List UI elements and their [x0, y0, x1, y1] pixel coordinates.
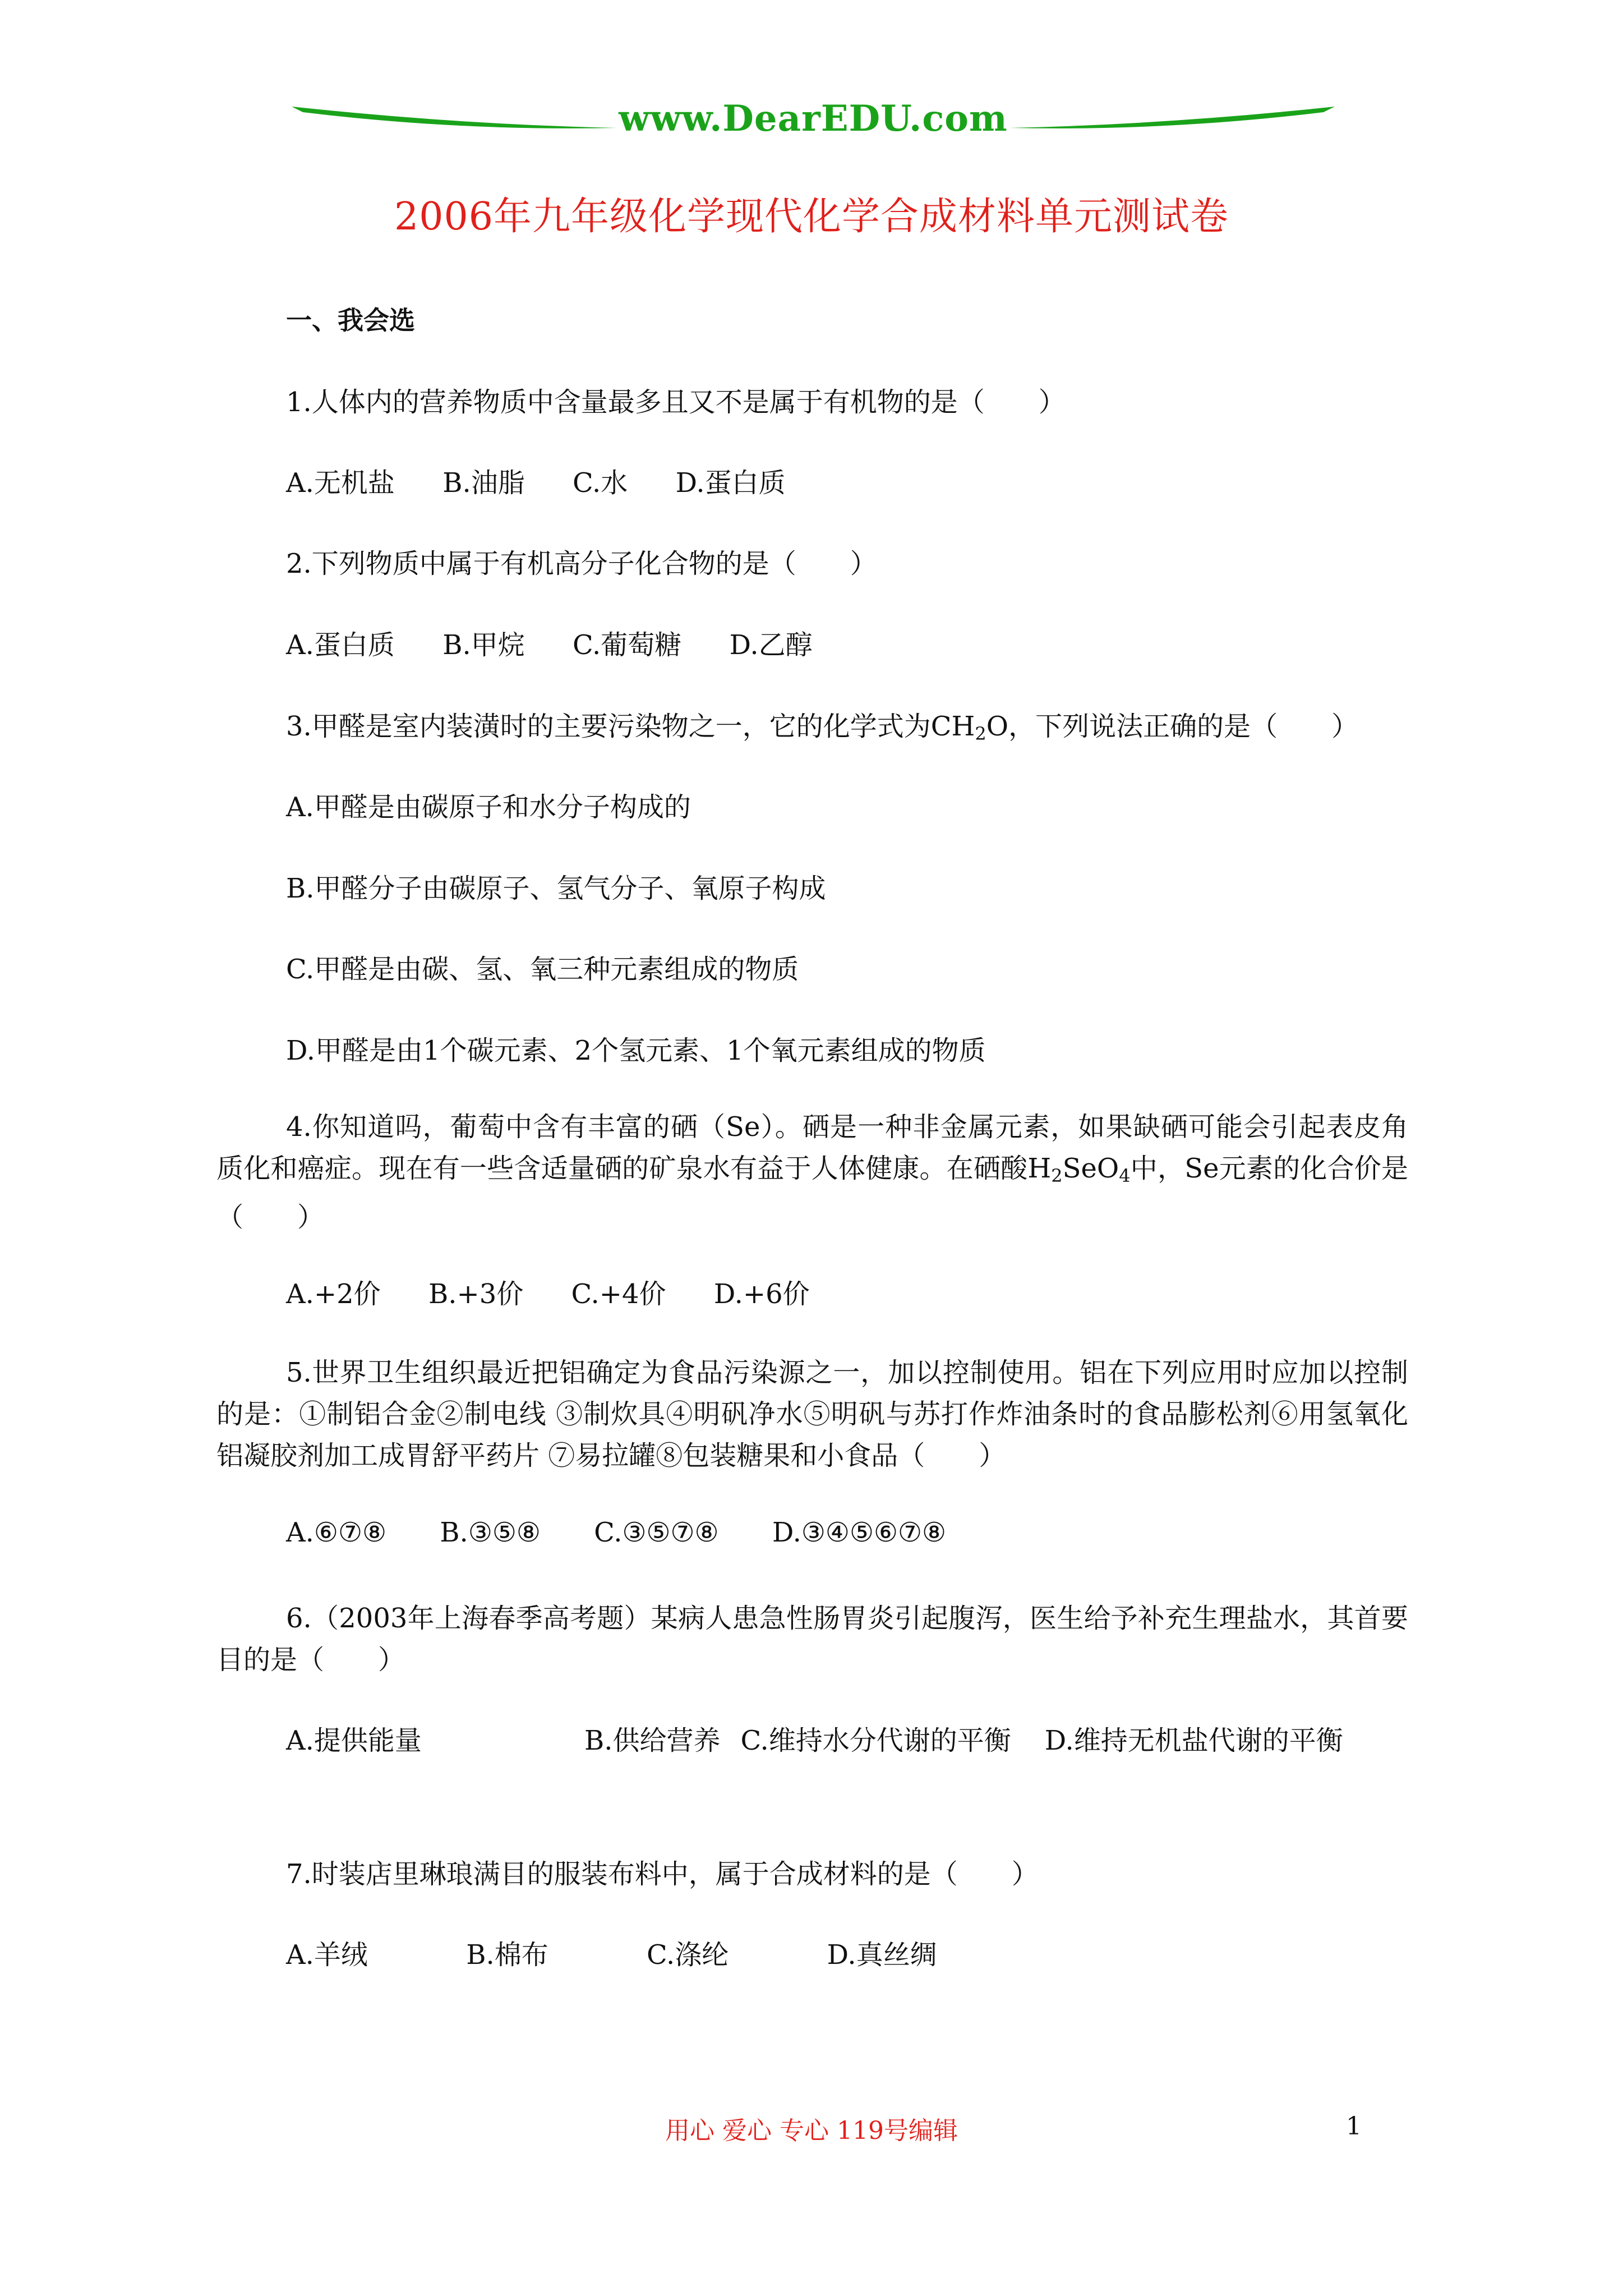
site-logo-banner — [292, 90, 1335, 157]
option-a: A.羊绒 — [286, 1939, 368, 1971]
question-4-stem: 4.你知道吗，葡萄中含有丰富的硒（Se）。硒是一种非金属元素，如果缺硒可能会引起表皮角质化和癌症。现在有一些含适量硒的矿泉水有益于人体健康。在硒酸$H_2SeO_4$中，Se元素的化合价是（ ） — [216, 1111, 1408, 1233]
question-4-options — [286, 1272, 810, 1311]
question-7-options — [286, 1933, 937, 1972]
option-c: C.维持水分代谢的平衡 — [740, 1725, 1011, 1756]
question-3-option-d: D.甲醛是由1个碳元素、2个氢元素、1个氧元素组成的物质 — [286, 1035, 986, 1066]
option-b: B.棉布 — [466, 1939, 548, 1971]
logo-text: www.DearEDU.com — [619, 98, 1008, 140]
question-3-option-b: B.甲醛分子由碳原子、氢气分子、氧原子构成 — [286, 873, 826, 904]
question-6-options — [216, 1720, 1408, 1761]
option-b: B.油脂 — [442, 467, 525, 499]
question-2-options — [286, 623, 813, 662]
question-1-stem: 1.人体内的营养物质中含量最多且又不是属于有机物的是（ ） — [286, 386, 1066, 418]
option-a: A.蛋白质 — [286, 629, 395, 661]
option-c: C.涤纶 — [647, 1939, 729, 1971]
option-a: A.提供能量 — [286, 1725, 422, 1756]
option-c: C.葡萄糖 — [573, 629, 682, 661]
question-5-stem: 5.世界卫生组织最近把铝确定为食品污染源之一，加以控制使用。铝在下列应用时应加以控制的是：①制铝合金②制电线 ③制炊具④明矾净水⑤明矾与苏打作炸油条时的食品膨松剂⑥用氢氧化铝凝胶剂加工成胃舒平药片 ⑦易拉罐⑧包装糖果和小食品（ ） — [216, 1357, 1408, 1471]
option-d: D.真丝绸 — [827, 1939, 937, 1971]
question-3-option-a: A.甲醛是由碳原子和水分子构成的 — [286, 792, 691, 823]
question-7-stem: 7.时装店里琳琅满目的服装布料中，属于合成材料的是（ ） — [286, 1858, 1039, 1890]
option-c: C.③⑤⑦⑧ — [594, 1517, 719, 1548]
option-d: D.乙醇 — [729, 629, 813, 661]
question-5-options — [286, 1517, 946, 1548]
option-d: D.蛋白质 — [675, 467, 786, 499]
option-c: C.水 — [573, 467, 628, 499]
question-6-stem: 6.（2003年上海春季高考题）某病人患急性肠胃炎引起腹泻，医生给予补充生理盐水，其首要目的是（ ） — [216, 1603, 1408, 1676]
option-a: A.无机盐 — [286, 467, 395, 499]
page-footer: 用心 爱心 专心 119号编辑 — [665, 2116, 958, 2145]
page-number: 1 — [1346, 2112, 1362, 2141]
option-d: D.+6价 — [713, 1278, 810, 1310]
question-1-options — [286, 461, 786, 500]
page-title: 2006年九年级化学现代化学合成材料单元测试卷 — [394, 195, 1229, 239]
question-2-stem: 2.下列物质中属于有机高分子化合物的是（ ） — [286, 548, 877, 579]
option-c: C.+4价 — [571, 1278, 666, 1310]
option-a: A.+2价 — [286, 1278, 381, 1310]
option-a: A.⑥⑦⑧ — [286, 1517, 387, 1548]
option-d: D.③④⑤⑥⑦⑧ — [772, 1517, 947, 1548]
option-b: B.供给营养 — [584, 1725, 721, 1756]
option-b: B.+3价 — [428, 1278, 524, 1310]
option-b: B.甲烷 — [442, 629, 525, 661]
section-heading: 一、我会选 — [286, 305, 415, 335]
question-3-option-c: C.甲醛是由碳、氢、氧三种元素组成的物质 — [286, 954, 799, 985]
question-3-stem: 3.甲醛是室内装潢时的主要污染物之一，它的化学式为$CH_2O$，下列说法正确的是（ ） — [286, 711, 1359, 744]
option-b: B.③⑤⑧ — [440, 1517, 541, 1548]
option-d: D.维持无机盐代谢的平衡 — [1044, 1725, 1343, 1756]
